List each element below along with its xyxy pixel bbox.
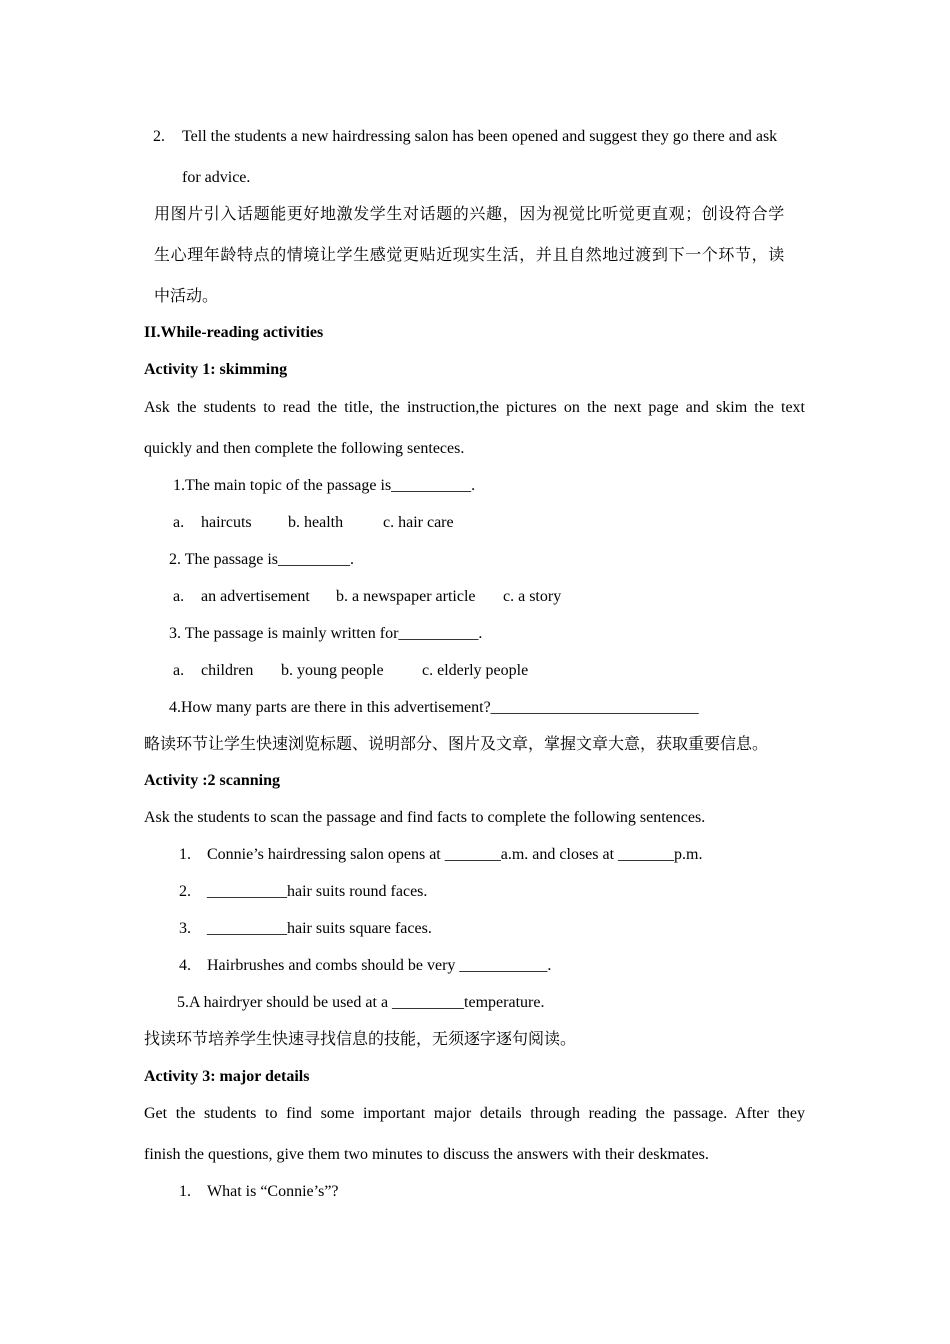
- activity2-item2-number: 2.: [179, 883, 191, 900]
- activity1-q4: 4.How many parts are there in this advertisement?__________________________: [169, 699, 699, 716]
- activity2-item3-number: 3.: [179, 920, 191, 937]
- activity1-q3: 3. The passage is mainly written for__________.: [169, 625, 483, 642]
- activity2-item4-text: Hairbrushes and combs should be very ___________.: [207, 957, 552, 974]
- activity2-heading: Activity :2 scanning: [144, 772, 280, 789]
- activity1-q1-option-c: c. hair care: [383, 514, 454, 531]
- activity2-instruction: Ask the students to scan the passage and find facts to complete the following sentences.: [144, 809, 706, 826]
- activity1-q3-option-letter-a: a.: [173, 662, 185, 679]
- intro-item-number: 2.: [153, 128, 165, 145]
- activity1-q1-option-b: b. health: [288, 514, 344, 531]
- activity2-note: 找读环节培养学生快速寻找信息的技能，无须逐字逐句阅读。: [144, 1031, 577, 1048]
- activity2-item5: 5.A hairdryer should be used at a _________temperature.: [177, 994, 545, 1011]
- activity1-q2-option-a: an advertisement: [201, 588, 310, 605]
- activity2-item4-number: 4.: [179, 957, 191, 974]
- section-heading: II.While-reading activities: [144, 324, 324, 341]
- activity2-item3-text: __________hair suits square faces.: [207, 920, 432, 937]
- activity3-item1-text: What is “Connie’s”?: [207, 1183, 339, 1200]
- activity1-q1-option-letter-a: a.: [173, 514, 185, 531]
- activity1-q2-option-b: b. a newspaper article: [336, 588, 476, 605]
- activity1-q2-option-letter-a: a.: [173, 588, 185, 605]
- activity1-q3-option-a: children: [201, 662, 254, 679]
- activity2-item1-text: Connie’s hairdressing salon opens at _______a.m. and closes at _______p.m.: [207, 846, 703, 863]
- activity2-item1-number: 1.: [179, 846, 191, 863]
- activity1-note: 略读环节让学生快速浏览标题、说明部分、图片及文章，掌握文章大意，获取重要信息。: [144, 736, 769, 753]
- activity1-q2: 2. The passage is_________.: [169, 551, 355, 568]
- activity2-item2-text: __________hair suits round faces.: [207, 883, 428, 900]
- intro-note-line1: 用图片引入话题能更好地激发学生对话题的兴趣，因为视觉比听觉更直观；创设符合学: [154, 206, 785, 223]
- intro-item-line1: Tell the students a new hairdressing salon has been opened and suggest they go there and ask: [182, 128, 778, 145]
- intro-note-line3: 中活动。: [154, 288, 219, 305]
- activity1-q2-option-c: c. a story: [503, 588, 562, 605]
- activity1-q1: 1.The main topic of the passage is__________.: [173, 477, 476, 494]
- activity1-q1-option-a: haircuts: [201, 514, 252, 531]
- activity1-q3-option-b: b. young people: [281, 662, 384, 679]
- activity3-instruction-line2: finish the questions, give them two minutes to discuss the answers with their deskmates.: [144, 1146, 709, 1163]
- intro-item-line2: for advice.: [182, 169, 251, 186]
- intro-note-line2: 生心理年龄特点的情境让学生感觉更贴近现实生活，并且自然地过渡到下一个环节，读: [154, 247, 785, 264]
- activity1-q3-option-c: c. elderly people: [422, 662, 529, 679]
- activity3-item1-number: 1.: [179, 1183, 191, 1200]
- activity1-instruction-line2: quickly and then complete the following senteces.: [144, 440, 465, 457]
- activity3-heading: Activity 3: major details: [144, 1068, 310, 1085]
- activity1-instruction-line1: Ask the students to read the title, the instruction,the pictures on the next page and skim the text: [144, 399, 805, 416]
- activity1-heading: Activity 1: skimming: [144, 361, 288, 378]
- activity3-instruction-line1: Get the students to find some important major details through reading the passage. After they: [144, 1105, 805, 1122]
